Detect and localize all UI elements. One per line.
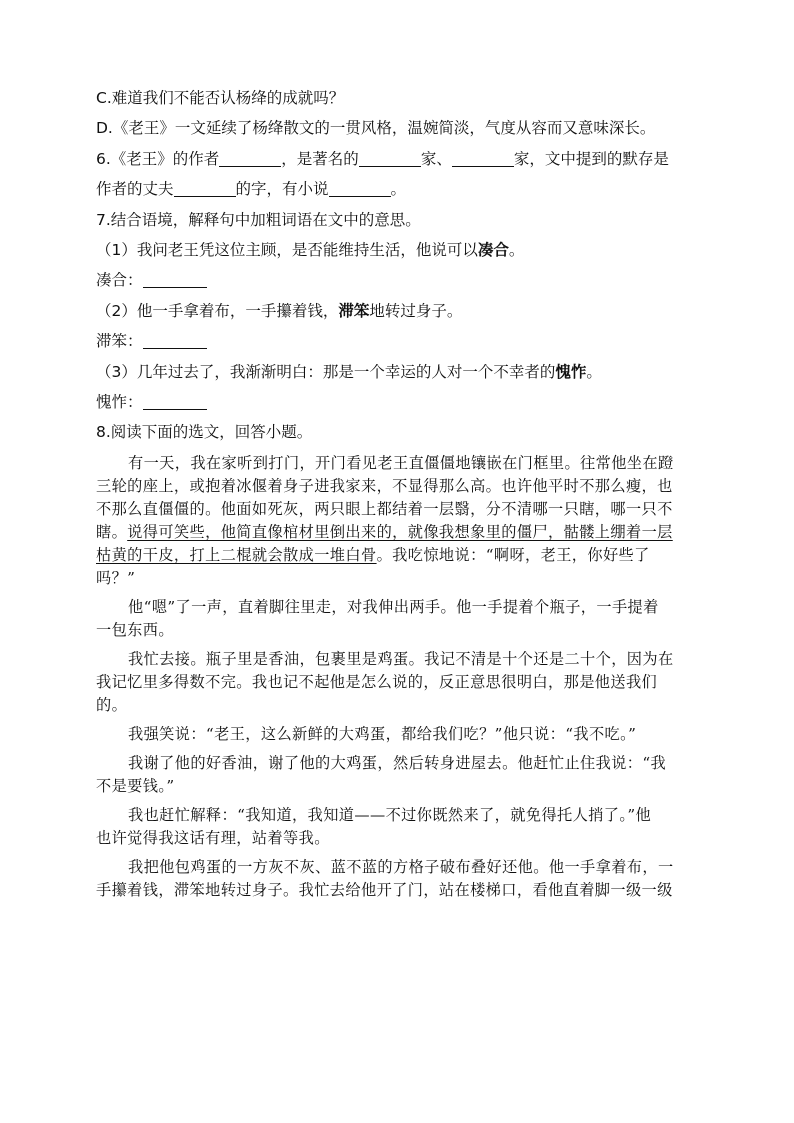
passage-line: 三轮的座上，或抱着冰偃着身子进我家来，不显得那么高。也许他平时不那么瘦，也 <box>96 476 673 495</box>
passage-line: 一包东西。 <box>96 620 174 639</box>
q7-s3-post: 。 <box>586 362 602 381</box>
passage-paragraph-6 <box>96 804 694 850</box>
q6-blank-author[interactable] <box>219 150 281 167</box>
passage-paragraph-3 <box>96 648 694 717</box>
q7-a3-label: 愧怍： <box>96 392 143 411</box>
question-8-title: 8.阅读下面的选文，回答小题。 <box>96 423 313 442</box>
option-c: C.难道我们不能否认杨绛的成就吗？ <box>96 89 345 107</box>
q7-s1-bold-word: 凑合 <box>477 240 509 259</box>
q7-s3-bold-word: 愧怍 <box>555 362 587 381</box>
q7-s1-post: 。 <box>508 240 525 259</box>
q7-s3-pre: （3）几年过去了，我渐渐明白：那是一个幸运的人对一个不幸者的 <box>96 362 556 381</box>
question-6-line-2 <box>96 179 694 200</box>
passage-line: 我强笑说：“老王，这么新鲜的大鸡蛋，都给我们吃？”他只说：“我不吃。” <box>128 724 637 743</box>
passage-line: 他“嗯”了一声，直着脚往里走，对我伸出两手。他一手提着个瓶子，一手提着 <box>128 597 659 616</box>
q7-a1-blank[interactable] <box>143 271 207 288</box>
passage-paragraph-2 <box>96 596 694 642</box>
passage-paragraph-5 <box>96 752 694 798</box>
option-d: D.《老王》一文延续了杨绛散文的一贯风格，温婉简淡，气度从容而又意味深长。 <box>96 119 656 138</box>
passage-paragraph-7 <box>96 856 694 902</box>
underlined-sentence: 枯黄的干皮，打上二棍就会散成一堆白骨 <box>96 545 377 564</box>
question-7-sentence-2 <box>96 301 694 322</box>
q6-text-3: 家、 <box>420 149 452 168</box>
q7-a3-blank[interactable] <box>143 393 207 410</box>
q7-s1-pre: （1）我问老王凭这位主顾，是否能维持生活，他说可以 <box>96 240 478 259</box>
q7-s2-bold-word: 滞笨 <box>338 301 370 320</box>
passage-line: 有一天，我在家听到打门，开门看见老王直僵僵地镶嵌在门框里。往常他坐在蹬 <box>128 453 674 472</box>
q6-text-4: 家，文中提到的默存是 <box>513 149 669 168</box>
q6-text-6: 的字，有小说 <box>235 180 329 199</box>
passage-line: 也许觉得我这话有理，站着等我。 <box>96 828 330 847</box>
q6-text-2: ，是著名的 <box>281 149 359 168</box>
reading-passage <box>96 452 694 902</box>
passage-line: 我记忆里多得数不完。我也记不起他是怎么说的，反正意思很明白，那是他送我们 <box>96 672 658 691</box>
passage-paragraph-4 <box>96 723 694 746</box>
passage-line: 的。 <box>96 695 128 714</box>
passage-line: 不是要钱。” <box>96 776 175 795</box>
passage-line: 不那么直僵僵的。他面如死灰，两只眼上都结着一层翳，分不清哪一只瞎，哪一只不 <box>96 499 673 518</box>
q7-a1-label: 凑合： <box>96 271 143 290</box>
passage-line: 手攥着钱，滞笨地转过身子。我忙去给他开了门，站在楼梯口，看他直着脚一级一级 <box>96 880 673 899</box>
q7-a2-blank[interactable] <box>143 332 207 349</box>
q6-text-1: 6.《老王》的作者 <box>96 149 220 168</box>
question-7-answer-1 <box>96 270 694 291</box>
question-7-title: 7.结合语境，解释句中加粗词语在文中的意思。 <box>96 210 421 229</box>
passage-text: 瞎。 <box>96 522 128 541</box>
passage-line: 我把他包鸡蛋的一方灰不灰、蓝不蓝的方格子破布叠好还他。他一手拿着布，一 <box>128 857 674 876</box>
question-6-line-1 <box>96 149 694 170</box>
passage-line: 吗？” <box>96 568 136 587</box>
q7-s2-post: 地转过身子。 <box>369 301 463 320</box>
q7-s2-pre: （2）他一手拿着布，一手攥着钱， <box>96 301 339 320</box>
question-7-answer-3 <box>96 392 694 413</box>
passage-line: 我也赶忙解释：“我知道，我知道——不过你既然来了，就免得托人捎了。”他 <box>128 805 652 824</box>
passage-line: 我谢了他的好香油，谢了他的大鸡蛋，然后转身进屋去。他赶忙止住我说：“我 <box>128 753 667 772</box>
passage-paragraph-1 <box>96 452 694 590</box>
q6-blank-profession-2[interactable] <box>452 150 514 167</box>
q6-text-7: 。 <box>390 180 407 199</box>
underlined-sentence: 说得可笑些，他简直像棺材里倒出来的，就像我想象里的僵尸，骷髅上绷着一层 <box>127 522 673 541</box>
passage-line <box>96 544 694 567</box>
passage-line <box>96 521 694 544</box>
q6-blank-husband[interactable] <box>174 180 236 197</box>
question-7-answer-2 <box>96 331 694 352</box>
q6-blank-novel[interactable] <box>329 180 391 197</box>
q6-text-5: 作者的丈夫 <box>96 180 174 199</box>
question-7-sentence-3 <box>96 362 694 383</box>
q7-a2-label: 滞笨： <box>96 332 143 351</box>
question-7-sentence-1 <box>96 240 694 261</box>
passage-line: 我忙去接。瓶子里是香油，包裹里是鸡蛋。我记不清是十个还是二十个，因为在 <box>128 649 674 668</box>
passage-text: 。我吃惊地说：“啊呀，老王，你好些了 <box>376 545 650 564</box>
document-page <box>96 88 694 908</box>
q6-blank-profession-1[interactable] <box>359 150 421 167</box>
